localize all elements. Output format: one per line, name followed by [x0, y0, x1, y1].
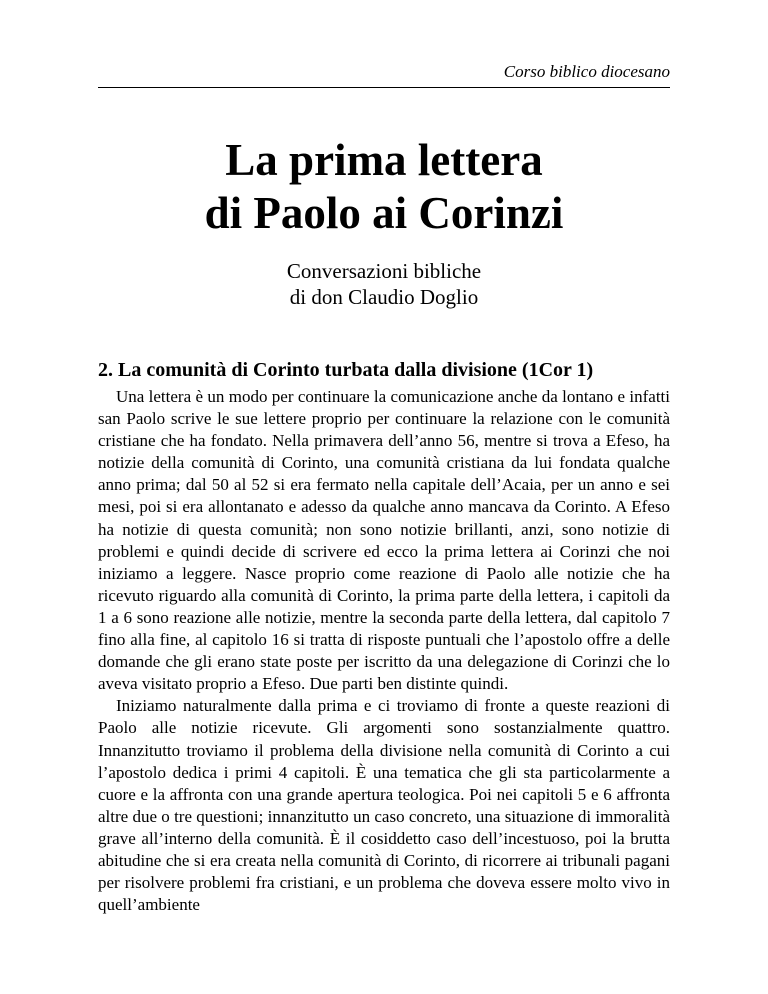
section-body [98, 386, 670, 916]
document-title-line-1: La prima lettera [225, 135, 543, 185]
document-subtitle-line-1: Conversazioni bibliche [286, 259, 482, 283]
body-paragraph-1: Una lettera è un modo per continuare la comunicazione anche da lontano e infatti san Paolo scrive le sue lettere proprio per continuare la relazione con le comunità cristiane che ha fondato. Nella primavera dell’anno 56, mentre si trova a Efeso, ha notizie della comunità di Corinto, una comunità cristiana da lui fondata qualche anno prima; dal 50 al 52 si era fermato nella capitale dell’Acaia, per un anno e sei mesi, poi si era allontanato e adesso da qualche anno mancava da Corinto. A Efeso ha notizie di questa comunità; non sono notizie brillanti, anzi, sono notizie di problemi e quindi decide di scrivere ed ecco la prima lettera ai Corinzi che noi iniziamo a leggere. Nasce proprio come reazione di Paolo alle notizie che ha ricevuto riguardo alla comunità di Corinto, la prima parte della lettera, i capitoli da 1 a 6 sono reazione alle notizie, mentre la seconda parte della lettera, dal capitolo 7 fino alla fine, al capitolo 16 si tratta di risposte puntuali che l’apostolo offre a delle domande che gli erano state poste per iscritto da una delegazione di Corinzi che lo aveva visitato proprio a Efeso. Due parti ben distinte quindi. [98, 387, 670, 694]
running-header: Corso biblico diocesano [503, 62, 670, 81]
body-paragraph-2: Iniziamo naturalmente dalla prima e ci troviamo di fronte a queste reazioni di Paolo alle notizie ricevute. Gli argomenti sono sostanzialmente quattro. Innanzitutto troviamo il problema della divisione nella comunità di Corinto a cui l’apostolo dedica i primi 4 capitoli. È una tematica che gli sta particolarmente a cuore e la affronta con una grande apertura teologica. Poi nei capitoli 5 e 6 affronta altre due o tre questioni; innanzitutto un caso concreto, una situazione di immoralità grave all’interno della comunità. È il cosiddetto caso dell’incestuoso, poi la brutta abitudine che si era creata nella comunità di Corinto, di ricorrere ai tribunali pagani per risolvere problemi fra cristiani, e un problema che doveva essere molto vivo in quell’ambiente [98, 696, 670, 915]
header-divider [98, 87, 670, 88]
document-title-line-2: di Paolo ai Corinzi [204, 188, 564, 238]
document-subtitle [98, 258, 670, 310]
section-heading: 2. La comunità di Corinto turbata dalla divisione (1Cor 1) [98, 359, 594, 381]
document-subtitle-line-2: di don Claudio Doglio [289, 285, 479, 309]
document-title [98, 134, 670, 240]
